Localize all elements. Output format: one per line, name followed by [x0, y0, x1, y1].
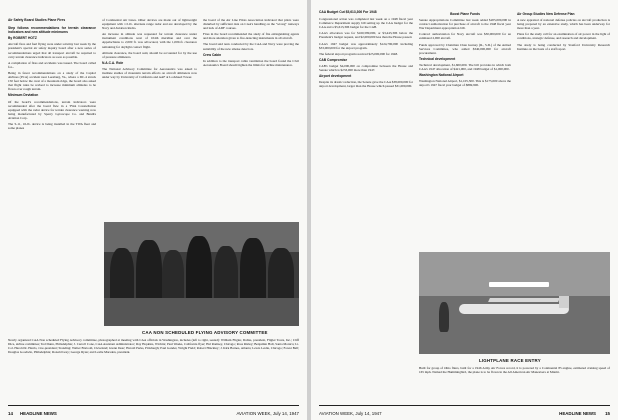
footer-issue: AVIATION WEEK, July 14, 1947 [236, 411, 299, 416]
footer-section: HEADLINE NEWS [559, 411, 596, 416]
paragraph: A new appraisal of national defense policies on aircraft production is being prepared by an extensive study, which has been underway for more than a year. [517, 18, 610, 31]
airplane-tail [559, 296, 569, 308]
headline-boost-plane-funds: Boost Plane Funds [450, 12, 480, 16]
article-air-safety-col1 [8, 18, 96, 132]
article-air-safety-col2 [102, 18, 197, 81]
paragraph: Fires in the board recommended the study of fire extinguishing agents and more attention given to fire-detecting instruments in all aircraft. [203, 32, 299, 41]
footer-rule [8, 405, 299, 406]
footer-page-number: 15 [605, 411, 610, 416]
paragraph: CAB's budget $4,000,000 on compromise between the House and Senate which is $233,000 more than 1947. [319, 63, 413, 73]
paragraph: Despite its drastic reduction, the Senate gave the CAA $38,000,000 for airport development, larger than the House which passed $31,000,000. [319, 80, 413, 89]
subhead: CAB Compromise [319, 57, 348, 62]
subhead: Technical development [419, 56, 456, 61]
photo-sky [419, 252, 610, 296]
footer-page-number: 14 [8, 411, 13, 416]
lightplane-caption-title: LIGHTPLANE RACE ENTRY [479, 358, 541, 363]
subhead: Airport development [319, 74, 352, 79]
headline-air-safety: Air Safety Board Studies Plane Fires [8, 18, 66, 22]
left-page [0, 0, 307, 420]
headline-caa-budget: CAA Budget Cut $5,613,306 For 1948 [319, 10, 377, 14]
paragraph: CAA's allocation was for $160,589,000, or $3,443,306 below the President's budget request, and $2,000,000 less than the House passed. [319, 31, 413, 40]
article-air-safety-col3 [203, 18, 299, 69]
paragraph: The study is being conducted by Stanford University Research Institute on the basis of a staff report. [517, 42, 610, 51]
paragraph: The National Advisory Committee for Aeronautics was asked to institute studies of mountain terrain effects on aircraft altimeters now under way by University of California and AAF at Lockheed Tower. [102, 66, 197, 80]
photo-figure [439, 302, 449, 332]
right-page [311, 0, 618, 420]
paragraph: Funds approved by Chairman Chan Gurney (R., S.D.) of the Armed Services Committee, who added $340,000,000 for aircraft procurement. [419, 42, 511, 55]
paragraph: Aircraft fires and fuel flying were under scrutiny last week by the president's special air safety inquiry board after a new series of recommendations urged that all transport aircraft be required to carry terrain clearance indicators as soon as possible. [8, 42, 96, 59]
article-air-group [517, 12, 610, 53]
subhead: Minimum Deviation [8, 93, 39, 98]
paragraph: In addition to the transport cabin ventilation the board found the Civil Aeronautics Board should tighten the limits for airline maintenance. [203, 58, 299, 67]
subhead: Washington National Airport [419, 73, 464, 78]
photo-caption-title: CAA NON SCHEDULED FLYING ADVISORY COMMITTEE [142, 330, 268, 335]
footer-section: HEADLINE NEWS [20, 411, 57, 416]
footer-rule [319, 405, 610, 406]
photo-caption: Newly organized CAA Non scheduled Flying Advisory committee, photographed at meeting with CAA officials in Washington, includes (left to right, seated): William Fligler, Dallas, president, Fligler Tours, Inc.; Cliff Dice, airline committee; Ted Dunn, Philadelphia; J. Carroll Cone, CAA Assistant Administrator; Ray Hopkins, Wichita; Paul Weeks, California flyer; Hal Ramsey, Chicago; Ross Rizley; Benjamin Hall, Santa Monica; Lt. Col. Harold R. Harris, vice-president; Standing: Walter Bruvold, Cleveland; Glenn Dear; Harold Parks, Pittsburgh; Paul Gander, Wright Field; Robert Hinckley; J. Kirk Barnes, Atlanta; Lewis Leslie, Chicago; Forest Bell; Douglas Goodwin, Philadelphia; Ronald Grey; George Ryan; and Leslie Marsden, president. [8, 338, 299, 355]
paragraph: Contract authorization for Navy aircraft was $30,000,000 for an estimated 2,900 aircraft. [419, 32, 511, 41]
paragraph: An increase in altitude was requested for terrain clearance under instrument conditions west of 104th meridian and over the Appalachians to 2,000 ft. was advocated, with the 1,000-ft. clearance remaining for daylight contact flight. [102, 32, 197, 49]
subhead: Crew Cabin [203, 52, 222, 57]
article-boost-plane-funds [419, 12, 511, 89]
paragraph: CAA's 1947 budget was approximately $124,790,000 including $33,000,000 for the airport program. [319, 41, 413, 50]
paragraph: The S-11, 16-lb. device is being installed in the TWA fleet and some planes [8, 121, 96, 131]
paragraph: of Continental Air Lines. Other devices are made out of lightweight equipment with 1.5-lb. alternate range radar and are developed by the Navy and Aviation Radio. [102, 18, 197, 31]
paragraph: A compilation of fires and accidents was issued. The board called for... [8, 60, 96, 69]
airplane-fuselage [459, 304, 569, 314]
paragraph: Altitude clearance, the board said, should be accounted for by the use of pressure altimeters. [102, 50, 197, 59]
paragraph: Of the board's recommendations, terrain indicators were recommended after the board flew in a TWA Constellation equipped with the radar device for terrain clearance warning now being manufactured by Sperry Gyroscope Co. and Bendix Aviation Corp. [8, 99, 96, 120]
paragraph: Washington National Airport, $1,105,300. This is $175,000 above the airport's 1947 fiscal year budget of $869,900. [419, 79, 511, 88]
byline: By ROBERT HOTZ [8, 36, 37, 41]
lightplane-photo [419, 252, 610, 354]
committee-photo [104, 222, 299, 326]
paragraph: The board said tests conducted by the CAA and Navy were proving the suitability of the new smoke detectors. [203, 42, 299, 51]
headline-air-group: Air Group Studies New Defense Plan [517, 12, 575, 16]
subhead: N.A.C.A. Role [102, 60, 124, 65]
paragraph: Senate Appropriations Committee last week added $205,000,000 in contract authorization for purchase of aircraft to the 1948 fiscal year War Department appropriation bill. [419, 18, 511, 31]
footer-issue: AVIATION WEEK, July 14, 1947 [319, 411, 382, 416]
paragraph: Congressional action was completed last week on a 1948 fiscal year Commerce Department supply bill setting up the CAA budget for the CAA and a $5,613,306 budget for the CAB. [319, 17, 413, 30]
paragraph: Technical development, $1,600,000. The bill provides in which both CAA's 1947 allocation of $421,000, and 1948 budget of $1,000,000. [419, 62, 511, 72]
paragraph: Being in fewer recommendations on a study of the Capitol Airlines (PCA) accident near Leesburg, Va., where a DC-4 struck 150 feet below the crest of a mountain ridge, the board also asked that flight rules be revised to increase minimum altitudes to be flown over rough terrain. [8, 70, 96, 92]
photo-table [104, 298, 299, 326]
paragraph: the board of the Air Line Pilots Association indicated that pilots were disturbed by sufficient data on CAA's handling on the "wrong" runways and lack of ADF courses. [203, 18, 299, 31]
paragraph: Plans for the study call for an examination of air power in the light of conditions, strategic defense, and research and development. [517, 32, 610, 41]
airplane-wing [488, 298, 560, 302]
hangar-sign [489, 282, 549, 287]
article-caa-budget [319, 10, 413, 90]
deck-air-safety: Step follows recommendations for terrain clearance indicators and new altitude minimums [8, 26, 96, 35]
paragraph: The federal airport program received $25,000,000 for 1948. [319, 51, 398, 56]
lightplane-caption: Built for group of Ohio fliers, built for a 1946 Army Air Forces record, it is powered by a Continental 85 engine, estimated cruising speed of 165 mph. Named the Hummingbird, the plane is to be flown in the All American Air Maneuvers at Miami. [419, 366, 610, 375]
